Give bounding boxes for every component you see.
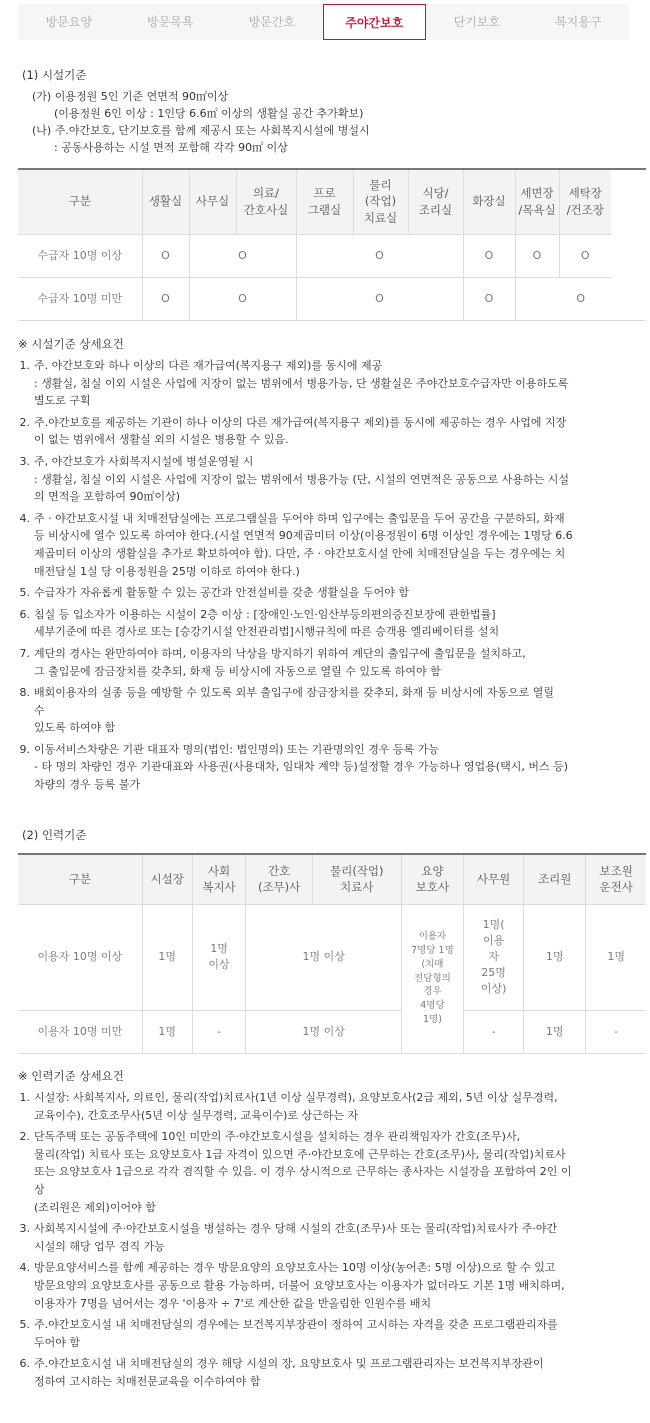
item-line: 주 · 야간보호시설 내 치매전담실에는 프로그램실을 두어야 하며 입구에는 출입문을 두어 공간을 구분하되, 화재 — [34, 511, 565, 525]
list-item — [18, 1089, 646, 1124]
table-cell: O — [296, 234, 463, 277]
item-line: 두어야 함 — [34, 1335, 81, 1349]
col-header: 세탁장 /건조장 — [559, 169, 611, 234]
item-number: 6. — [19, 1357, 30, 1371]
col-header: 구분 — [18, 169, 142, 234]
item-line: 단독주택 또는 공동주택에 10인 미만의 주·야간보호시설을 설치하는 경우 관리책임자가 간호(조무)사, — [34, 1130, 521, 1144]
facility-details-list — [18, 357, 646, 798]
item-line: 또는 요양보호사 1급으로 각각 겸직할 수 있음. 이 경우 상시적으로 근무하는 종사자는 시설장을 포함하여 2인 이 — [34, 1165, 572, 1179]
staff-table — [18, 853, 646, 1054]
col-header: 세면장 /목욕실 — [515, 169, 559, 234]
list-item — [18, 741, 646, 794]
item-text — [34, 1128, 646, 1216]
item-text — [34, 606, 646, 641]
col-header: 사무원 — [464, 854, 524, 904]
item-line: 이동서비스차량은 기관 대표자 명의(법인: 법인명의) 또는 기관명의인 경우 등록 가능 — [34, 742, 440, 756]
item-line: (조리원은 제외)이어야 함 — [34, 1200, 156, 1214]
item-text — [34, 1220, 646, 1255]
item-text — [34, 414, 646, 449]
facility-intro-line: (이용정원 6인 이상 : 1인당 6.6㎡ 이상의 생활실 공간 추가확보) — [54, 107, 364, 120]
item-line: 방문요양의 요양보호사를 공동으로 활용 가능하며, 더불어 요양보호사는 이용자가 없더라도 기본 1명 배치하며, — [34, 1278, 565, 1292]
item-number: 3. — [19, 454, 30, 468]
item-line: 제곱미터 이상의 생활실을 추가로 확보하여야 함). 다만, 주 · 야간보호시설 안에 치매전담실을 두는 경우에는 치 — [34, 546, 566, 560]
item-number: 2. — [19, 1130, 30, 1144]
col-header: 의료/ 간호사실 — [236, 169, 296, 234]
table-cell: O — [142, 277, 189, 320]
staff-heading: (2) 인력기준 — [22, 828, 87, 842]
item-text — [34, 1259, 646, 1312]
tab-day-night-care[interactable]: 주야간보호 — [323, 4, 427, 40]
item-line: 세부기준에 따른 경사로 또는 [승강기시설 안전관리법]시행규칙에 따른 승객용 엘리베이터를 설치 — [34, 625, 500, 639]
item-line: 방문요양서비스를 함께 제공하는 경우 방문요양의 요양보호사는 10명 이상(농어촌: 5명 이상)으로 할 수 있고 — [34, 1261, 556, 1275]
table-cell: O — [142, 234, 189, 277]
item-line: 물리(작업) 치료사 또는 요양보호사 1급 자격이 있으면 주·야간보호에 근무하는 간호(조무)사, 물리(작업)치료사 — [34, 1147, 566, 1161]
item-number: 8. — [19, 686, 30, 700]
table-row — [18, 234, 646, 277]
item-number: 3. — [19, 1222, 30, 1236]
facility-table — [18, 168, 646, 321]
col-header: 물리(작업) 치료사 — [312, 854, 401, 904]
table-cell: 1명 — [142, 904, 192, 1010]
tab-visit-nursing[interactable]: 방문간호 — [248, 15, 295, 29]
table-row — [18, 904, 646, 1010]
col-header: 구분 — [18, 854, 142, 904]
item-line: 별도로 구획 — [34, 394, 91, 408]
item-number: 9. — [19, 742, 30, 756]
item-number: 7. — [19, 646, 30, 660]
col-header: 조리원 — [524, 854, 586, 904]
tab-visit-bath[interactable]: 방문목욕 — [147, 15, 194, 29]
item-line: 사회복지시설에 주·야간보호시설을 병설하는 경우 당해 시설의 간호(조무)사 또는 물리(작업)치료사가 주·야간 — [34, 1222, 558, 1236]
item-text — [34, 357, 646, 410]
table-cell: 1명 — [142, 1010, 192, 1053]
col-header: 화장실 — [463, 169, 515, 234]
tab-welfare-equipment[interactable]: 복지용구 — [555, 15, 602, 29]
table-cell: - — [586, 1010, 646, 1053]
item-text — [34, 510, 646, 580]
item-number: 2. — [19, 415, 30, 429]
col-header: 생활실 — [142, 169, 189, 234]
facility-intro — [32, 88, 370, 156]
item-line: 있도록 하여야 함 — [34, 721, 116, 735]
col-header: 요양 보호사 — [401, 854, 463, 904]
col-header: 물리 (작업) 치료실 — [353, 169, 408, 234]
list-item — [18, 1316, 646, 1351]
item-line: 시설의 해당 업무 겸직 가능 — [34, 1239, 165, 1253]
item-number: 4. — [19, 511, 30, 525]
item-number: 5. — [19, 1318, 30, 1332]
item-line: 매전담실 1실 당 이용정원을 25명 이하로 하여야 한다.) — [34, 564, 300, 578]
item-line: 주.야간보호시설 내 치매전담실의 경우에는 보건복지부장관이 정하여 고시하는 자격을 갖춘 프로그램관리자를 — [34, 1318, 558, 1332]
item-text — [34, 1089, 646, 1124]
facility-intro-line: : 공동사용하는 시설 면적 포함해 각각 90㎡ 이상 — [54, 141, 288, 154]
table-cell: 1명 이상 — [246, 904, 401, 1010]
table-cell: 이용자 7명당 1명 (치매 전담형의 경우 4명당 1명) — [401, 904, 463, 1053]
table-row — [18, 1010, 646, 1053]
item-line: 주.야간보호시설 내 치매전담실의 경우 해당 시설의 장, 요양보호사 및 프로그램관리자는 보건복지부장관이 — [34, 1357, 544, 1371]
item-line: 시설장: 사회복지사, 의료인, 물리(작업)치료사(1년 이상 실무경력), 요양보호사(2급 제외, 5년 이상 실무경력, — [34, 1091, 558, 1104]
table-cell: 1명 — [586, 904, 646, 1010]
item-line: 등 비상시에 열수 있도록 하여야 한다.(시설 연면적 90제곱미터 이상(이용정원이 6명 이상인 경우에는 1명당 6.6 — [34, 529, 573, 543]
item-line: 차량의 경우 등록 불가 — [34, 778, 141, 792]
table-cell: 1명 이상 — [246, 1010, 401, 1053]
table-cell: O — [189, 277, 296, 320]
table-cell: O — [463, 277, 515, 320]
row-label: 수급자 10명 미만 — [18, 277, 142, 320]
table-cell: 1명( 이용 자 25명 이상) — [464, 904, 524, 1010]
item-line: 이용자가 7명을 넘어서는 경우 '이용자 ÷ 7'로 계산한 값을 반올림한 인원수를 배치 — [34, 1296, 432, 1310]
item-line: 주.야간보호를 제공하는 기관이 하나 이상의 다른 재가급여(복지용구 제외)를 동시에 제공하는 경우 사업에 지장 — [34, 415, 567, 429]
table-cell: O — [515, 277, 646, 320]
row-label: 수급자 10명 이상 — [18, 234, 142, 277]
staff-details-list — [18, 1089, 646, 1395]
item-line: 주, 야간보호가 사회복지시설에 병설운영될 시 — [34, 454, 254, 468]
item-line: 이 없는 범위에서 생활실 외의 시설은 병용할 수 있음. — [34, 433, 289, 447]
facility-details-heading: ※ 시설기준 상세요건 — [18, 337, 124, 351]
list-item — [18, 510, 646, 580]
table-cell: 1명 이상 — [192, 904, 246, 1010]
list-item — [18, 645, 646, 680]
item-line: - 타 명의 차량인 경우 기관대표와 사용권(사용대차, 임대차 계약 등)설정할 경우 가능하나 영업용(택시, 버스 등) — [34, 760, 568, 774]
table-cell: - — [464, 1010, 524, 1053]
col-header: 식당/ 조리실 — [408, 169, 463, 234]
table-cell: O — [515, 234, 559, 277]
col-header: 보조원 운전사 — [586, 854, 646, 904]
list-item — [18, 1355, 646, 1390]
facility-heading: (1) 시설기준 — [22, 68, 87, 82]
item-line: 침실 등 입소자가 이용하는 시설이 2층 이상 : [장애인·노인·임산부등의편의증진보장에 관한법률] — [34, 607, 496, 621]
item-number: 6. — [19, 607, 30, 621]
table-row — [18, 277, 646, 320]
list-item — [18, 684, 646, 737]
table-cell: O — [463, 234, 515, 277]
tab-visit-care[interactable]: 방문요양 — [45, 15, 92, 29]
item-number: 1. — [19, 1091, 30, 1104]
table-cell: 1명 — [524, 904, 586, 1010]
item-text — [34, 453, 646, 506]
item-line: 수 — [34, 703, 45, 717]
list-item — [18, 1220, 646, 1255]
row-label: 이용자 10명 미만 — [18, 1010, 142, 1053]
row-label: 이용자 10명 이상 — [18, 904, 142, 1010]
item-number: 4. — [19, 1261, 30, 1275]
item-line: 교육이수), 간호조무사(5년 이상 실무경력, 교육이수)로 상근하는 자 — [34, 1108, 359, 1122]
staff-details-heading: ※ 인력기준 상세요건 — [18, 1069, 124, 1083]
item-number: 5. — [19, 586, 30, 600]
list-item — [18, 357, 646, 410]
item-line: 배회이용자의 실종 등을 예방할 수 있도록 외부 출입구에 잠금장치를 갖추되, 화재 등 비상시에 자동으로 열릴 — [34, 686, 554, 700]
item-text — [34, 584, 646, 602]
col-header: 간호 (조무)사 — [246, 854, 312, 904]
list-item — [18, 1128, 646, 1216]
item-text — [34, 645, 646, 680]
table-cell: O — [296, 277, 463, 320]
item-line: 그 출입문에 잠금장치를 갖추되, 화재 등 비상시에 자동으로 열릴 수 있도록 하여야 함 — [34, 664, 441, 678]
service-tabs — [18, 4, 629, 40]
list-item — [18, 414, 646, 449]
list-item — [18, 584, 646, 602]
item-line: : 생활실, 침실 이외 시설은 사업에 지장이 없는 범위에서 병용가능, 단 생활실은 주야간보호수급자만 이용하도록 — [34, 376, 569, 390]
item-line: 수급자가 자유롭게 활동할 수 있는 공간과 안전설비를 갖춘 생활실을 두어야 함 — [34, 586, 409, 600]
col-header: 사회 복지사 — [192, 854, 246, 904]
tab-short-term-care[interactable]: 단기보호 — [453, 15, 500, 29]
col-header: 사무실 — [189, 169, 236, 234]
table-cell: 1명 — [524, 1010, 586, 1053]
facility-intro-line: (나) 주.야간보호, 단기보호를 함께 제공시 또는 사회복지시설에 병설시 — [32, 124, 370, 137]
item-text — [34, 741, 646, 794]
list-item — [18, 453, 646, 506]
item-line: 정하여 고시하는 치매전문교육을 이수하여야 함 — [34, 1374, 261, 1388]
item-line: 계단의 경사는 완만하여야 하며, 이용자의 낙상을 방지하기 위하여 계단의 출입구에 출입문을 설치하고, — [34, 646, 526, 660]
facility-intro-line: (가) 이용정원 5인 기준 연면적 90㎡이상 — [32, 90, 229, 103]
item-line: : 생활실, 침실 이외 시설은 사업에 지장이 없는 범위에서 병용가능 (단, 시설의 연면적은 공동으로 사용하는 시설 — [34, 472, 569, 486]
item-line: 주. 야간보호와 하나 이상의 다른 재가급여(복지용구 제외)를 동시에 제공 — [34, 359, 383, 372]
table-cell: O — [189, 234, 296, 277]
item-text — [34, 1355, 646, 1390]
list-item — [18, 1259, 646, 1312]
table-cell: O — [559, 234, 611, 277]
list-item — [18, 606, 646, 641]
col-header: 시설장 — [142, 854, 192, 904]
item-text — [34, 1316, 646, 1351]
item-line: 의 면적을 포함하여 90㎡이상) — [34, 490, 181, 504]
item-line: 상 — [34, 1182, 45, 1196]
item-number: 1. — [19, 359, 30, 372]
col-header: 프로 그램실 — [296, 169, 353, 234]
item-text — [34, 684, 646, 737]
table-cell: - — [192, 1010, 246, 1053]
